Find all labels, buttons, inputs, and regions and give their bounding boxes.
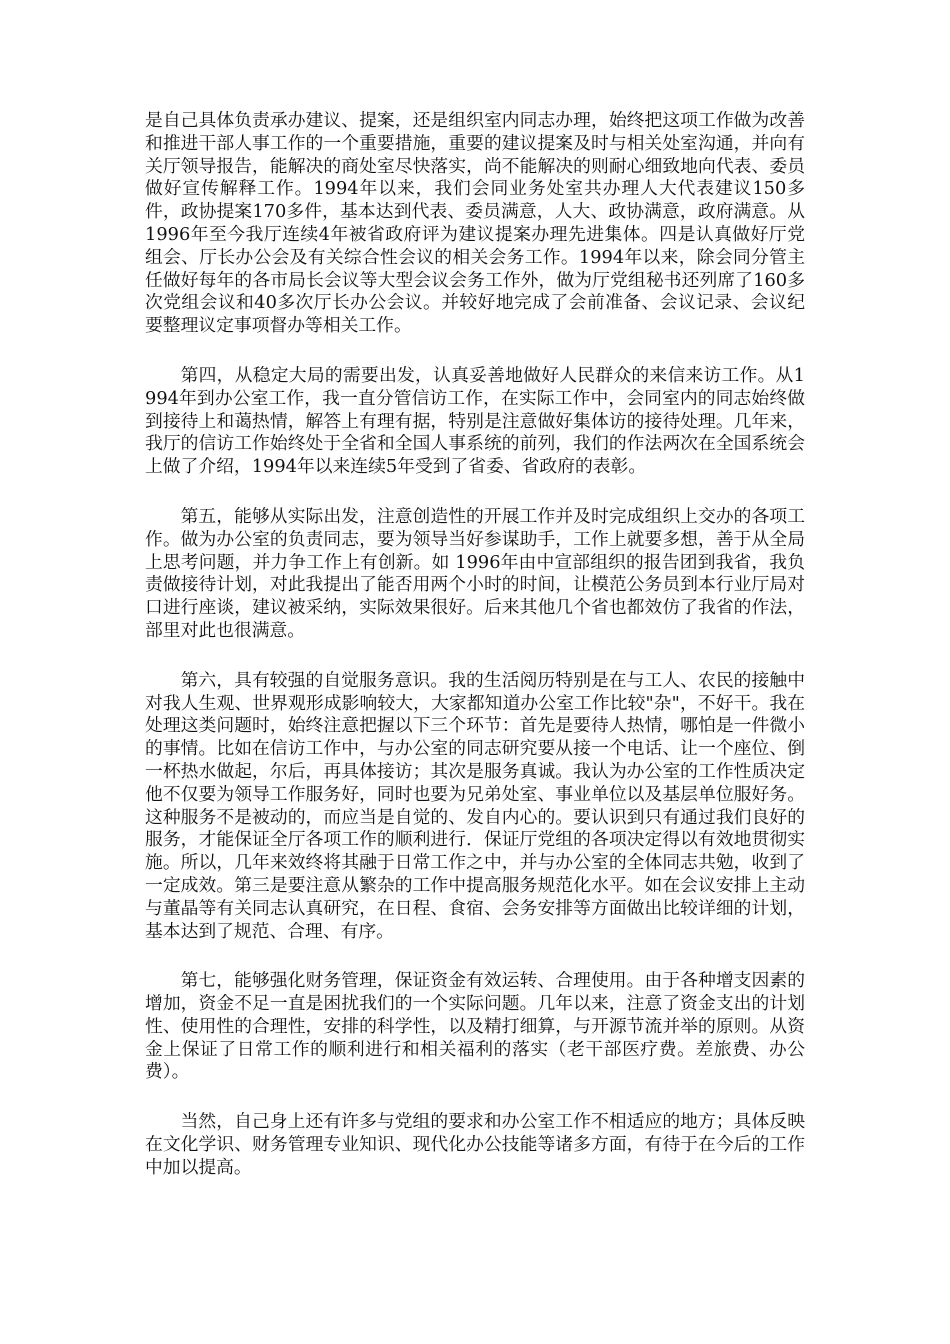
document-body xyxy=(145,110,805,1207)
paragraph-sixth: 第六，具有较强的自觉服务意识。我的生活阅历特别是在与工人、农民的接触中对我人生观、世界观形成影响较大，大家都知道办公室工作比较"杂"，不好干。我在处理这类问题时，始终注意把握以下三个环节：首先是要待人热情，哪怕是一件微小的事情。比如在信访工作中，与办公室的同志研究要从接一个电话、让一个座位、倒一杯热水做起，尔后，再具体接访；其次是服务真诚。我认为办公室的工作性质决定他不仅要为领导工作服务好，同时也要为兄弟处室、事业单位以及基层单位服好务。这种服务不是被动的，而应当是自觉的、发自内心的。要认识到只有通过我们良好的服务，才能保证全厅各项工作的顺利进行．保证厅党组的各项决定得以有效地贯彻实施。所以，几年来效终将其融于日常工作之中，并与办公室的全体同志共勉，收到了一定成效。第三是要注意从繁杂的工作中提高服务规范化水平。如在会议安排上主动与董晶等有关同志认真研究，在日程、食宿、会务安排等方面做出比较详细的计划，基本达到了规范、合理、有序。 xyxy=(145,669,805,942)
paragraph-fourth: 第四，从稳定大局的需要出发，认真妥善地做好人民群众的来信来访工作。从1994年到办公室工作，我一直分管信访工作，在实际工作中，会同室内的同志始终做到接待上和蔼热情，解答上有理有据，特别是注意做好集体访的接待处理。几年来，我厅的信访工作始终处于全省和全国人事系统的前列，我们的作法两次在全国系统会上做了介绍，1994年以来连续5年受到了省委、省政府的表彰。 xyxy=(145,364,805,478)
paragraph-seventh: 第七，能够强化财务管理，保证资金有效运转、合理使用。由于各种增支因素的增加，资金不足一直是困扰我们的一个实际问题。几年以来，注意了资金支出的计划性、使用性的合理性，安排的科学性，以及精打细算，与开源节流并举的原则。从资金上保证了日常工作的顺利进行和相关福利的落实（老干部医疗费。差旅费、办公费）。 xyxy=(145,970,805,1083)
paragraph-continuation: 是自己具体负责承办建议、提案，还是组织室内同志办理，始终把这项工作做为改善和推进干部人事工作的一个重要措施，重要的建议提案及时与相关处室沟通，并向有关厅领导报告，能解决的商处室尽快落实，尚不能解决的则耐心细致地向代表、委员做好宣传解释工作。1994年以来，我们会同业务处室共办理人大代表建议150多件，政协提案170多件，基本达到代表、委员满意，人大、政协满意，政府满意。从1996年至今我厅连续4年被省政府评为建议提案办理先进集体。四是认真做好厅党组会、厅长办公会及有关综合性会议的相关会务工作。1994年以来，除会同分管主任做好每年的各市局长会议等大型会议会务工作外，做为厅党组秘书还列席了160多次党组会议和40多次厅长办公会议。并较好地完成了会前准备、会议记录、会议纪要整理议定事项督办等相关工作。 xyxy=(145,110,805,337)
paragraph-fifth: 第五，能够从实际出发，注意创造性的开展工作并及时完成组织上交办的各项工作。做为办公室的负责同志，要为领导当好参谋助手，工作上就要多想，善于从全局上思考问题，并力争工作上有创新。如 1996年由中宣部组织的报告团到我省，我负责做接待计划，对此我提出了能否用两个小时的时间，让模范公务员到本行业厅局对口进行座谈，建议被采纳，实际效果很好。后来其他几个省也都效仿了我省的作法，部里对此也很满意。 xyxy=(145,505,805,641)
paragraph-conclusion: 当然，自己身上还有许多与党组的要求和办公室工作不相适应的地方；具体反映在文化学识、财务管理专业知识、现代化办公技能等诸多方面，有待于在今后的工作中加以提高。 xyxy=(145,1111,805,1178)
